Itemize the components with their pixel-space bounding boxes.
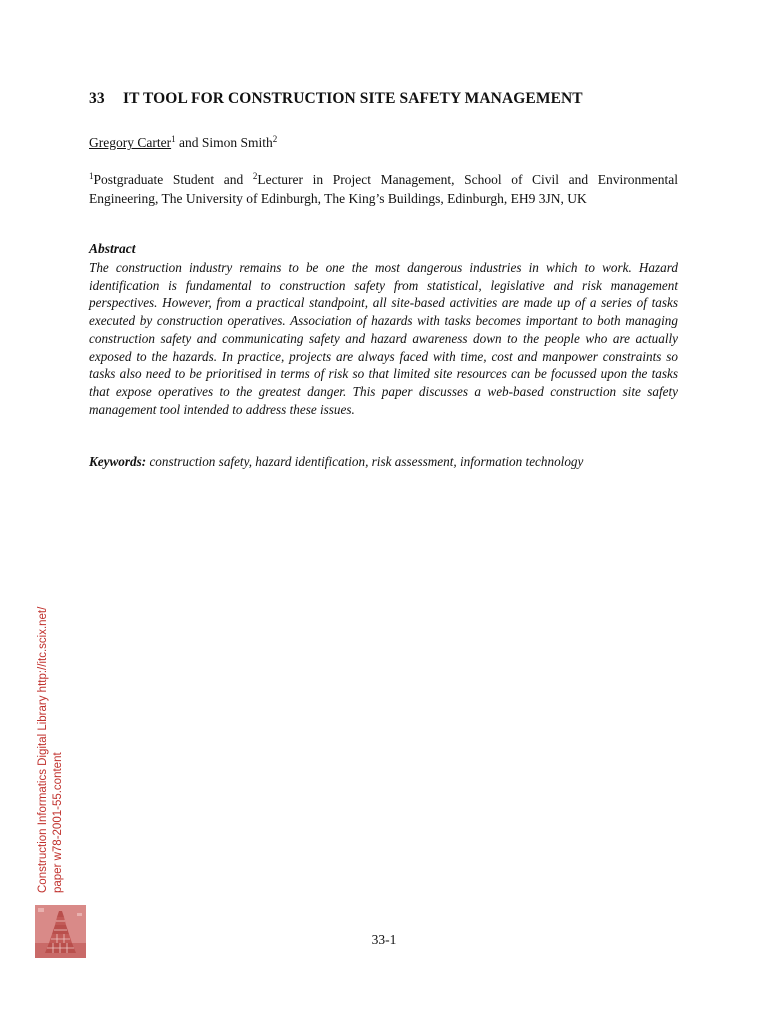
keywords-line <box>89 454 689 470</box>
affiliation <box>89 170 678 208</box>
affiliation-text-2: Lecturer in Project Management, School of Civil and Environmental Engineering, The University of Edinburgh, The King’s Buildings, Edinburgh, EH9 3JN, UK <box>89 172 679 206</box>
abstract-body: The construction industry remains to be one the most dangerous industries in which to work. Hazard identification is fundamental to construction safety from statistical, legislative and risk management perspectives. However, from a practical standpoint, all site-based activities are made up of a series of tasks executed by construction operatives. Association of hazards with tasks becomes important to both managing construction safety and communicating safety and hazard awareness down to the people who are actually exposed to the hazards. In practice, projects are always faced with time, cost and manpower constraints so tasks also need to be prioritised in terms of risk so that limited site resources can be focussed upon the tasks that expose operatives to the greatest danger. This paper discusses a web-based construction site safety management tool intended to address these issues. <box>89 260 678 417</box>
paper-title <box>89 90 689 108</box>
affiliation-text-1: Postgraduate Student and <box>93 172 253 187</box>
section-number: 33 <box>89 90 105 107</box>
title-text: IT TOOL FOR CONSTRUCTION SITE SAFETY MANAGEMENT <box>123 90 583 107</box>
author1-superscript: 1 <box>171 134 176 144</box>
affiliation-sup-2: 2 <box>252 171 258 181</box>
author-line <box>89 135 277 151</box>
keywords-text: construction safety, hazard identification, risk assessment, information technology <box>146 454 584 469</box>
author-gregory-carter: Gregory Carter <box>89 135 172 150</box>
watermark-line-1: Construction Informatics Digital Library http://itc.scix.net/ <box>37 606 49 893</box>
digital-library-watermark <box>36 607 65 893</box>
author2-superscript: 2 <box>272 134 278 144</box>
abstract-heading: Abstract <box>89 241 136 256</box>
author-connector: and Simon Smith <box>175 135 273 150</box>
keywords-label: Keywords: <box>89 454 147 469</box>
affiliation-sup-1: 1 <box>89 171 94 181</box>
watermark-line-2: paper w78-2001-55.content <box>51 752 64 893</box>
page-number: 33-1 <box>371 932 397 947</box>
